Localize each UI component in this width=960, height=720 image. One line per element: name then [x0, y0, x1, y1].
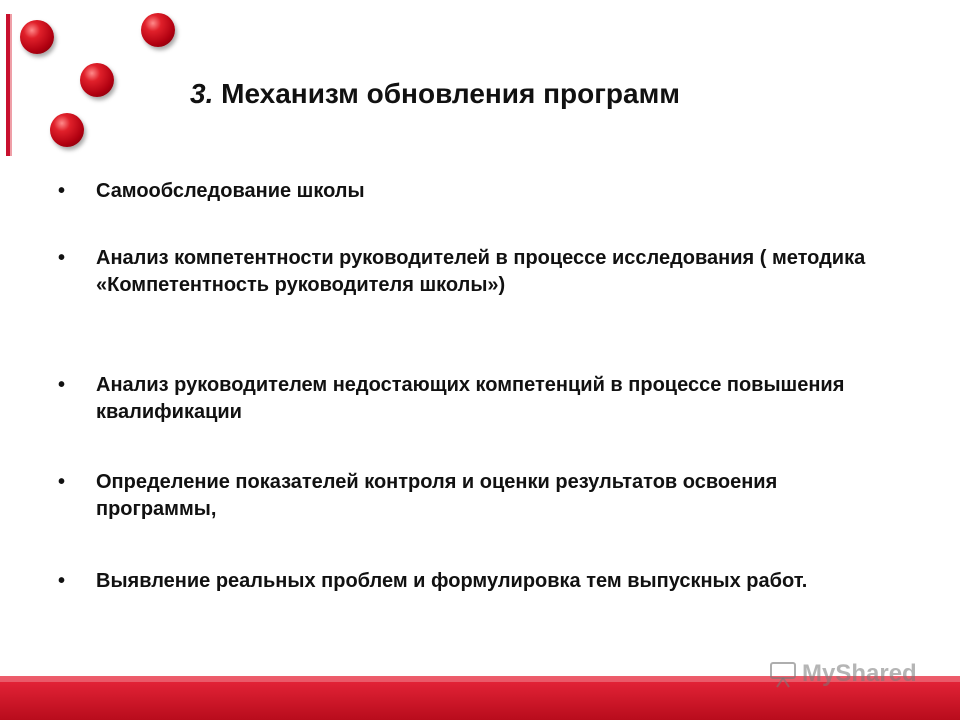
slide-title-text: Механизм обновления программ [213, 78, 681, 109]
list-item-text: Выявление реальных проблем и формулировка тем выпускных работ. [96, 570, 808, 592]
presentation-board-icon [768, 659, 798, 689]
slide-title-number: 3. [190, 78, 214, 109]
bullet-icon: • [58, 247, 66, 269]
list-item [58, 245, 898, 299]
list-item [58, 568, 898, 595]
watermark [768, 656, 928, 692]
list-item [58, 469, 898, 523]
list-item [58, 372, 898, 426]
bullet-icon: • [58, 471, 66, 493]
red-ball-decoration [50, 113, 84, 147]
red-ball-decoration [141, 13, 175, 47]
list-item-text: Самообследование школы [96, 180, 365, 202]
slide-title [190, 78, 680, 110]
list-item-text: Анализ руководителем недостающих компетенций в процессе повышения квалификации [96, 374, 845, 423]
bullet-icon: • [58, 570, 66, 592]
red-ball-decoration [20, 20, 54, 54]
list-item [58, 178, 898, 205]
watermark-text: MyShared [802, 660, 917, 687]
bullet-icon: • [58, 374, 66, 396]
bullet-icon: • [58, 180, 66, 202]
decorative-red-vertical-line-highlight [10, 14, 12, 156]
list-item-text: Определение показателей контроля и оценки результатов освоения программы, [96, 471, 778, 520]
red-ball-decoration [80, 63, 114, 97]
list-item-text: Анализ компетентности руководителей в процессе исследования ( методика «Компетентность руководителя школы») [96, 247, 866, 296]
